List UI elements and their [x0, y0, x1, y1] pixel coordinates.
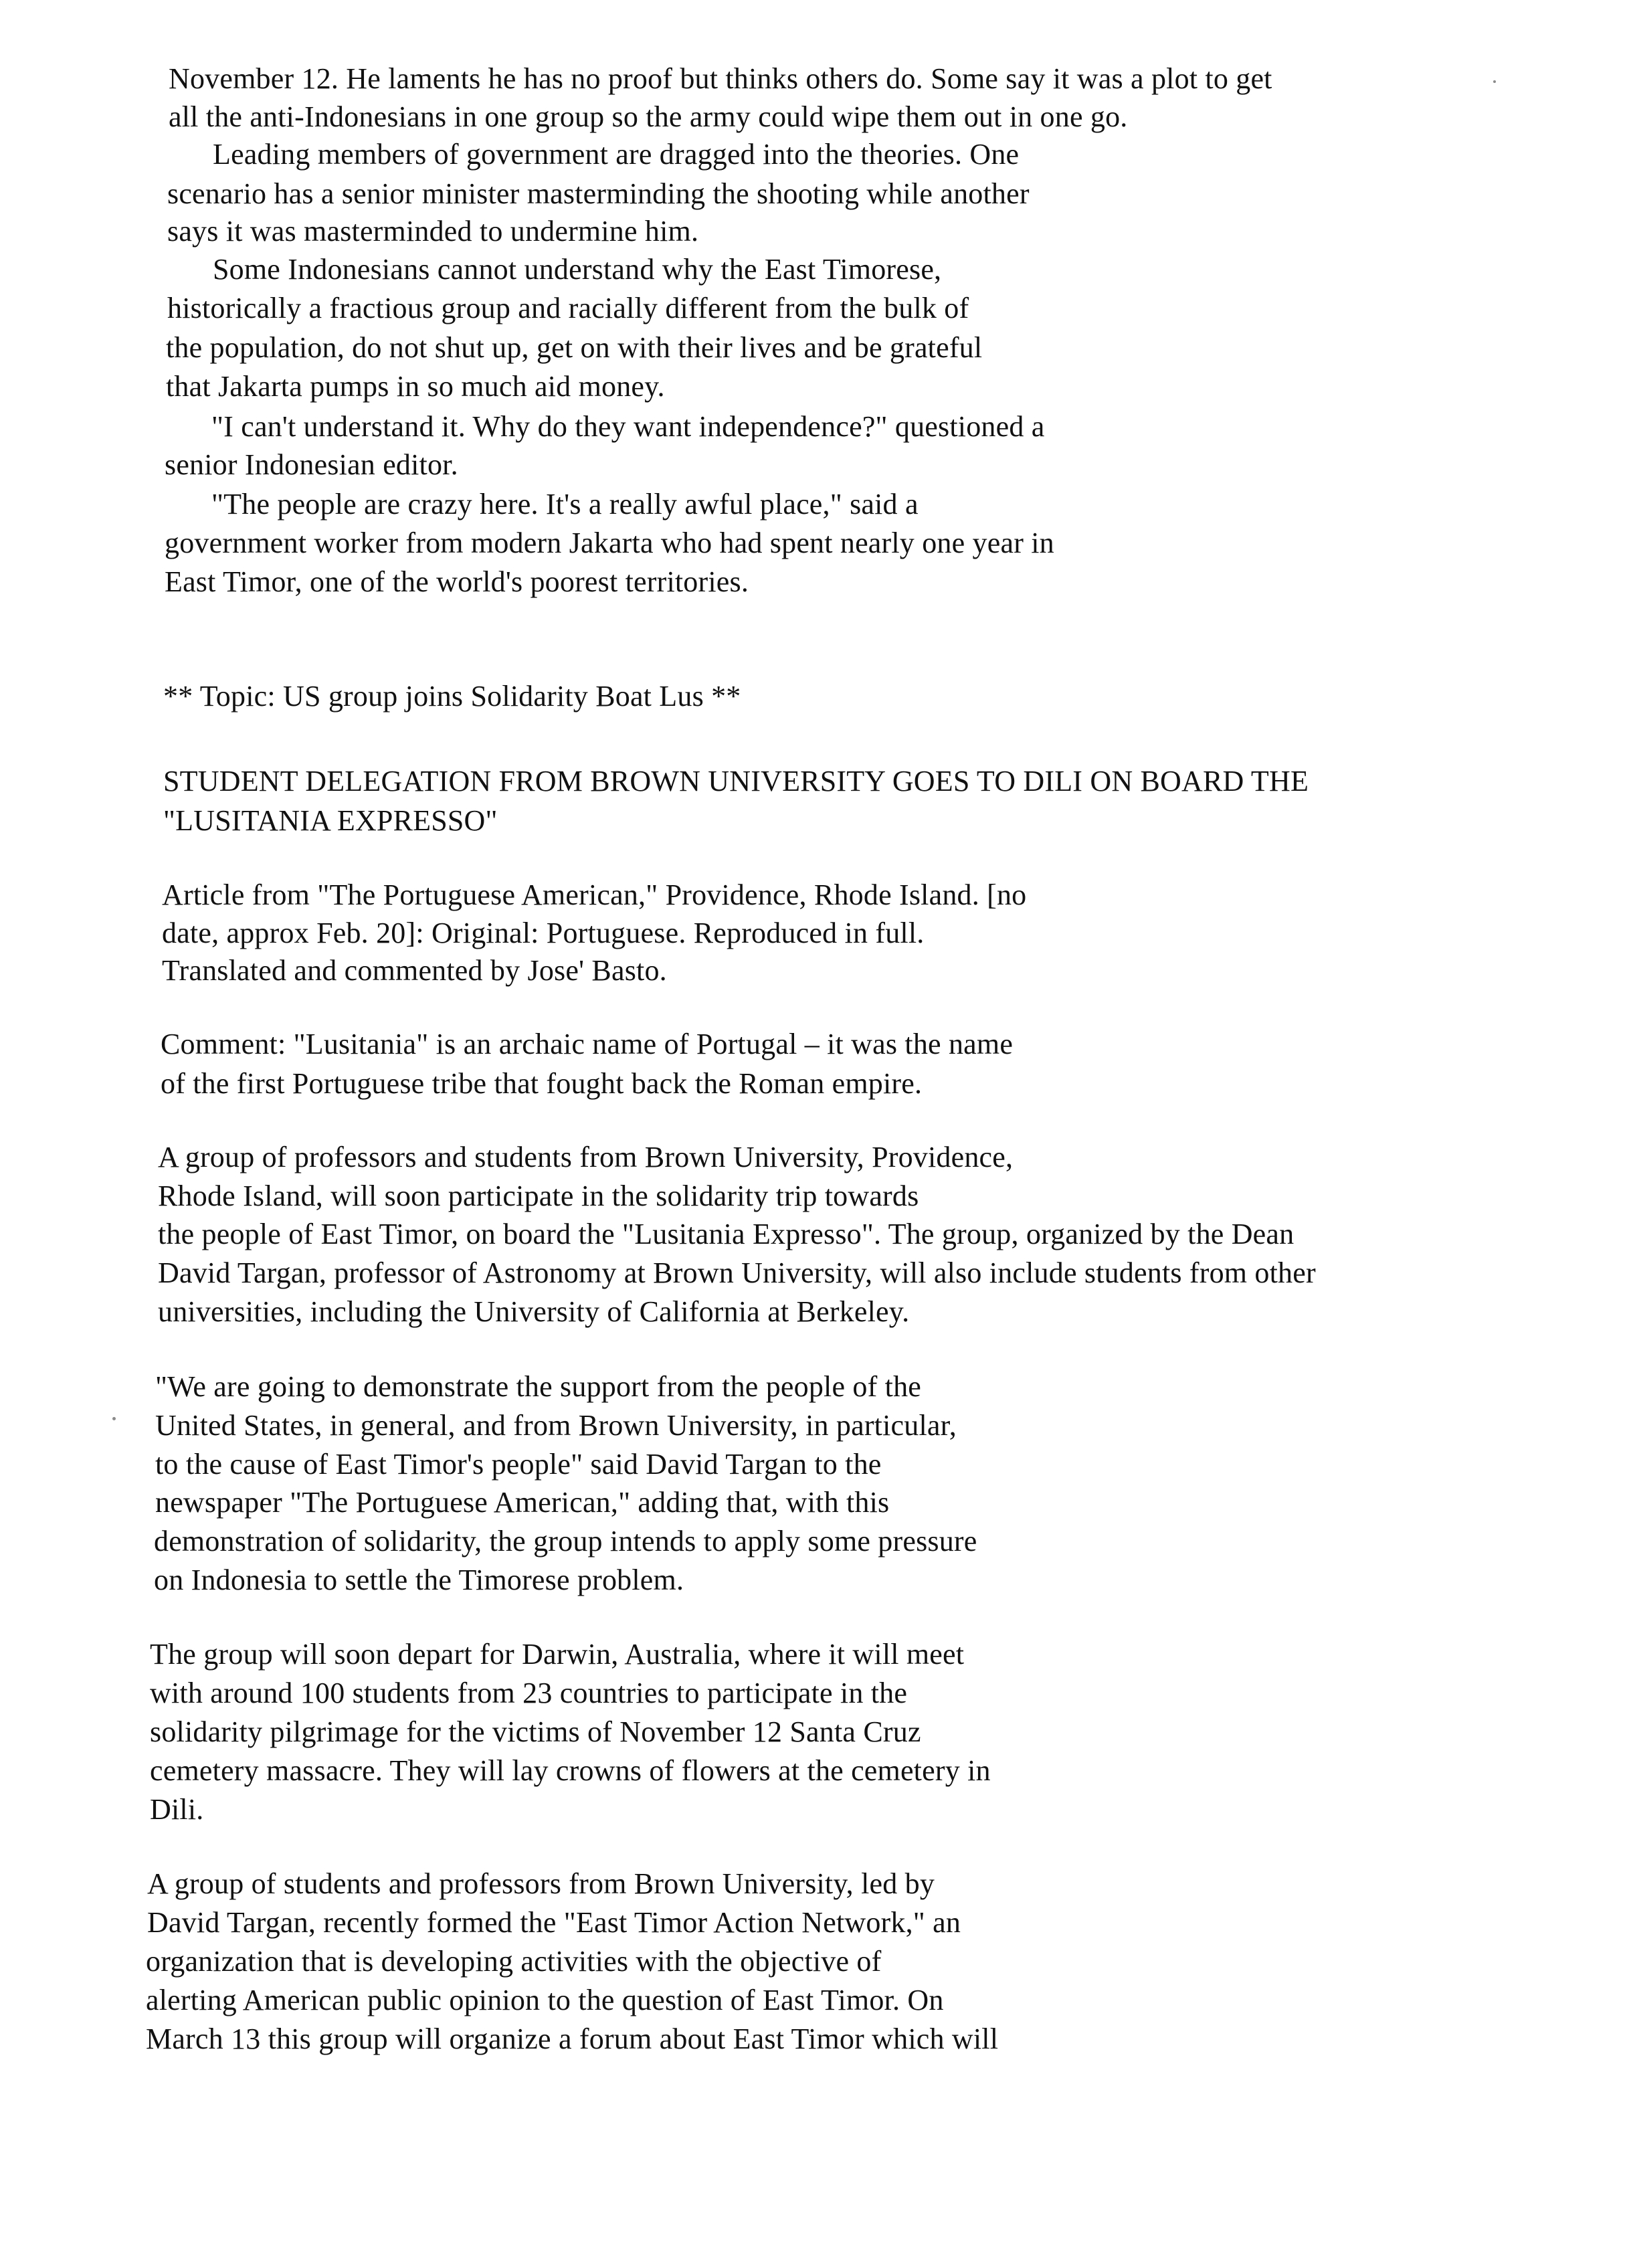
paragraph-line: "We are going to demonstrate the support from the people of the	[155, 1370, 922, 1403]
paragraph-line: on Indonesia to settle the Timorese problem.	[154, 1564, 684, 1596]
source-note: Article from "The Portuguese American," Providence, Rhode Island. [no	[162, 878, 1027, 911]
paragraph-line: The group will soon depart for Darwin, Australia, where it will meet	[150, 1638, 965, 1671]
scan-speck	[112, 1417, 116, 1420]
text-line: November 12. He laments he has no proof but thinks others do. Some say it was a plot to get	[169, 62, 1272, 95]
text-line: all the anti-Indonesians in one group so the army could wipe them out in one go.	[169, 100, 1128, 133]
paragraph-line: the people of East Timor, on board the "Lusitania Expresso". The group, organized by the Dean	[158, 1218, 1295, 1250]
paragraph-line: newspaper "The Portuguese American," adding that, with this	[155, 1486, 890, 1519]
text-line: "I can't understand it. Why do they want independence?" questioned a	[211, 410, 1045, 443]
paragraph-line: alerting American public opinion to the question of East Timor. On	[146, 1984, 944, 2016]
paragraph-line: cemetery massacre. They will lay crowns of flowers at the cemetery in	[150, 1754, 991, 1787]
paragraph-line: to the cause of East Timor's people" said David Targan to the	[155, 1448, 882, 1481]
text-line: "The people are crazy here. It's a really awful place," said a	[211, 488, 919, 521]
source-note: Translated and commented by Jose' Basto.	[162, 954, 667, 987]
topic-line: ** Topic: US group joins Solidarity Boat Lus **	[163, 680, 741, 713]
text-line: senior Indonesian editor.	[165, 448, 458, 481]
headline: STUDENT DELEGATION FROM BROWN UNIVERSITY GOES TO DILI ON BOARD THE	[163, 765, 1309, 797]
text-line: East Timor, one of the world's poorest territories.	[165, 565, 749, 598]
paragraph-line: March 13 this group will organize a forum about East Timor which will	[146, 2022, 999, 2055]
text-line: government worker from modern Jakarta who had spent nearly one year in	[165, 527, 1054, 559]
paragraph-line: Rhode Island, will soon participate in the solidarity trip towards	[158, 1179, 919, 1212]
paragraph-line: David Targan, professor of Astronomy at Brown University, will also include students from other	[158, 1256, 1316, 1289]
paragraph-line: with around 100 students from 23 countries to participate in the	[150, 1677, 908, 1709]
text-line: says it was masterminded to undermine him.	[167, 215, 699, 248]
text-line: the population, do not shut up, get on with their lives and be grateful	[166, 331, 983, 364]
source-note: date, approx Feb. 20]: Original: Portuguese. Reproduced in full.	[162, 917, 925, 949]
scan-speck	[1493, 80, 1496, 83]
paragraph-line: David Targan, recently formed the "East Timor Action Network," an	[147, 1906, 961, 1939]
paragraph-line: solidarity pilgrimage for the victims of November 12 Santa Cruz	[150, 1715, 921, 1748]
text-line: historically a fractious group and racially different from the bulk of	[167, 292, 969, 324]
comment-line: of the first Portuguese tribe that fought back the Roman empire.	[161, 1067, 923, 1100]
comment-line: Comment: "Lusitania" is an archaic name of Portugal – it was the name	[161, 1028, 1014, 1060]
paragraph-line: universities, including the University of California at Berkeley.	[158, 1295, 910, 1328]
text-line: that Jakarta pumps in so much aid money.	[166, 370, 665, 403]
paragraph-line: A group of professors and students from Brown University, Providence,	[158, 1141, 1014, 1173]
paragraph-line: Dili.	[150, 1793, 204, 1826]
headline: "LUSITANIA EXPRESSO"	[163, 804, 498, 837]
paragraph-line: United States, in general, and from Brown University, in particular,	[155, 1409, 957, 1442]
paragraph-line: organization that is developing activities with the objective of	[146, 1945, 882, 1978]
text-line: scenario has a senior minister masterminding the shooting while another	[167, 177, 1030, 210]
text-line: Some Indonesians cannot understand why the East Timorese,	[213, 253, 942, 286]
text-line: Leading members of government are dragged into the theories. One	[213, 138, 1020, 171]
paragraph-line: A group of students and professors from Brown University, led by	[147, 1867, 935, 1900]
paragraph-line: demonstration of solidarity, the group intends to apply some pressure	[154, 1525, 977, 1557]
